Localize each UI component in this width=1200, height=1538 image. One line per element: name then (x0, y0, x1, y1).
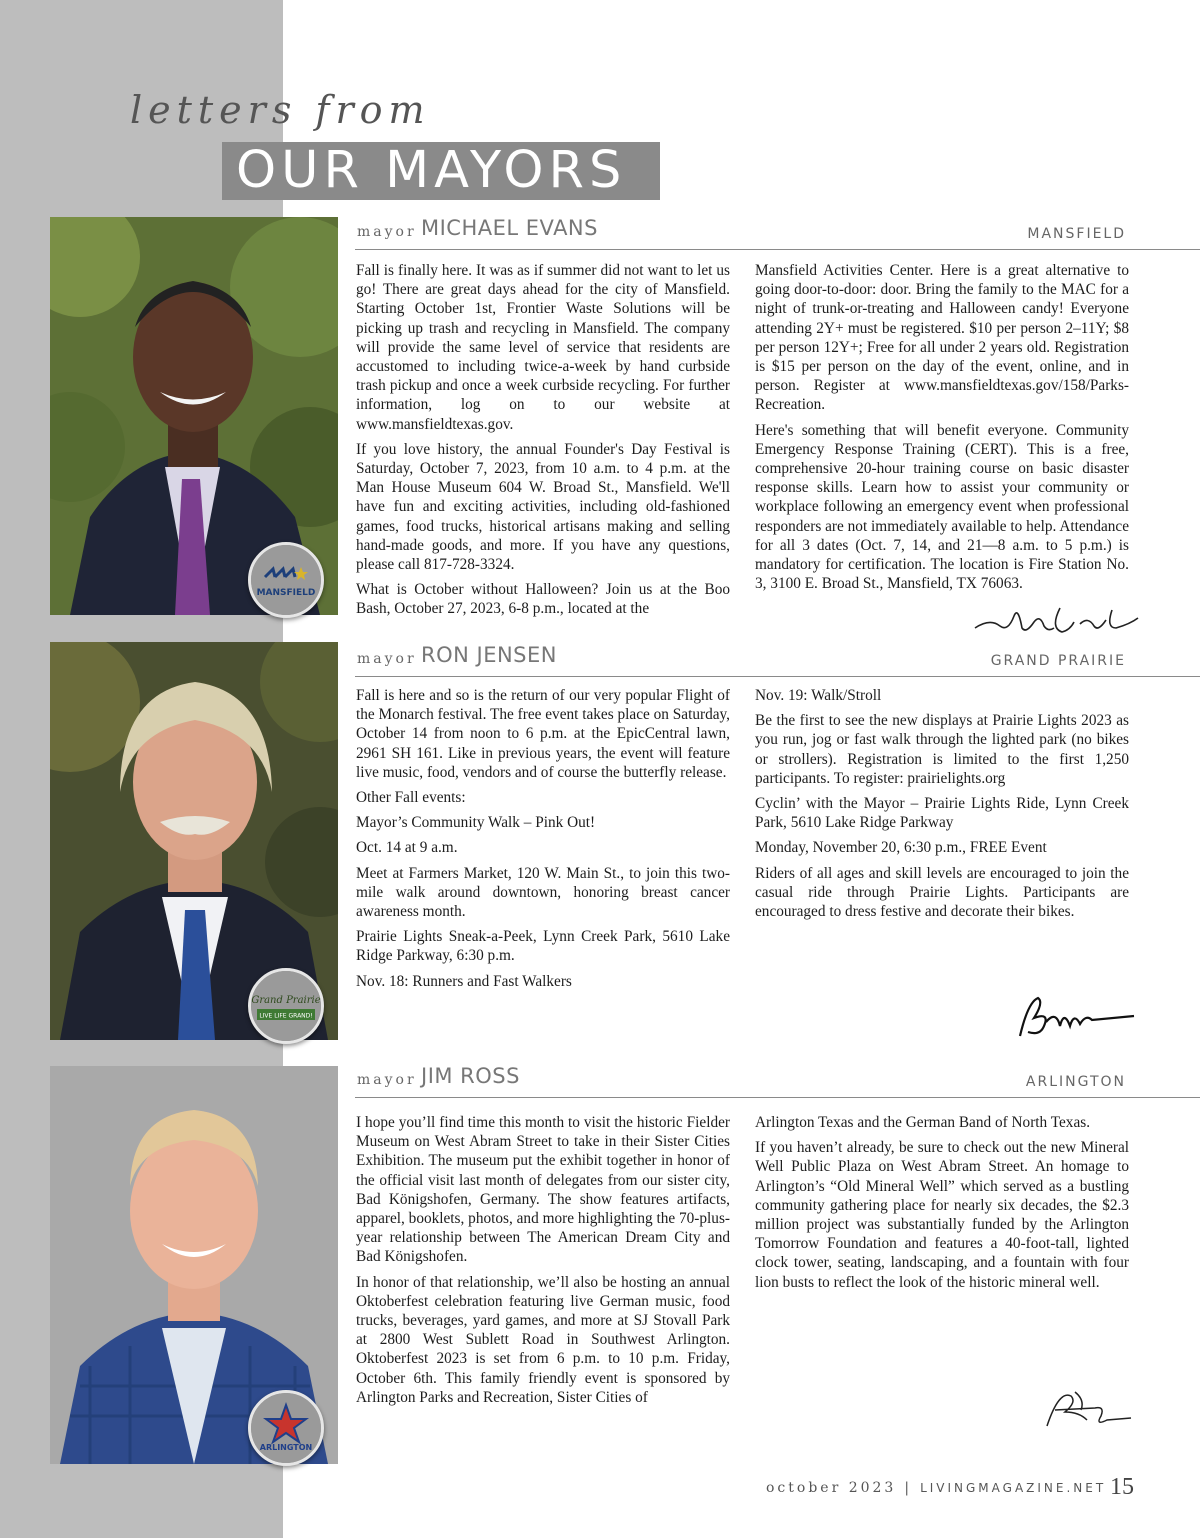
arlington-logo-text: ARLINGTON (259, 1443, 313, 1452)
paragraph: If you haven’t already, be sure to check out the new Mineral Well Public Plaza on West Abram Street. An homage to Arlington’s “Old Mineral Well” which served as a bustling community gathering place for nearly six decades, the $2.3 million project was substantially funded by the Arlington Tomorrow Foundation and features a 40-foot-tall, lighted clock tower, seating, landscaping, and a fountain with four lion busts to reflect the look of the historic mineral well. (755, 1139, 1129, 1291)
mayor-name: MICHAEL EVANS (421, 216, 598, 240)
svg-text:Grand Prairie: Grand Prairie (251, 995, 321, 1006)
header-kicker: letters from (130, 88, 431, 132)
letter-column-1 (356, 686, 730, 997)
page-number: 15 (1110, 1474, 1134, 1500)
paragraph: Other Fall events: (356, 789, 466, 807)
paragraph: Nov. 18: Runners and Fast Walkers (356, 972, 572, 990)
paragraph: What is October without Halloween? Join us at the Boo Bash, October 27, 2023, 6-8 p.m., located at the (356, 581, 730, 618)
grand-prairie-logo-text: LIVE LIFE GRAND! (259, 1012, 313, 1020)
paragraph: Mansfield Activities Center. Here is a great alternative to going door-to-door: door. Bring the family to the MAC for a night of trunk-or-treating and Halloween candy! Everyone attending 2Y+ must be registered. $10 per person 2–11Y; $8 per person 12Y+; Free for all under 2 years old. Registration is $15 per person on the day of the event, online, and in person. Register at www.mansfieldtexas.gov/158/Parks-Recreation. (755, 262, 1129, 414)
mayor-heading-row (355, 1064, 1200, 1098)
paragraph: Prairie Lights Sneak-a-Peek, Lynn Creek Park, 5610 Lake Ridge Parkway, 6:30 p.m. (356, 928, 730, 965)
paragraph: Mayor’s Community Walk – Pink Out! (356, 814, 596, 832)
letter-column-2 (755, 261, 1129, 599)
mayor-name: RON JENSEN (421, 643, 557, 667)
mansfield-logo-badge (248, 542, 324, 618)
page-title: OUR MAYORS (236, 141, 627, 200)
website-link: LIVINGMAGAZINE.NET (920, 1481, 1107, 1495)
mansfield-logo-text: MANSFIELD (256, 588, 316, 598)
mayor-label: mayor (357, 1072, 417, 1088)
footer-separator: | (904, 1480, 913, 1496)
signature-evans (970, 598, 1145, 640)
letter-column-1 (356, 261, 730, 625)
letter-column-2 (755, 1113, 1129, 1298)
grand-prairie-logo-badge (248, 968, 324, 1044)
city-name: ARLINGTON (1025, 1074, 1126, 1090)
mayor-heading-row (355, 216, 1200, 250)
paragraph: Riders of all ages and skill levels are encouraged to join the casual ride through Prairie Lights. Participants are encouraged to dress festive and decorate their bikes. (755, 864, 1129, 921)
paragraph: In honor of that relationship, we’ll also be hosting an annual Oktoberfest celebration featuring live German music, food trucks, beverages, yard games, and more at SJ Stovall Park at 2800 West Sublett Road in Southwest Arlington. Oktoberfest 2023 is set from 6 p.m. to 10 p.m. Friday, October 6th. This family friendly event is sponsored by Arlington Parks and Recreation, Sister Cities of (356, 1273, 730, 1406)
mayor-label: mayor (357, 651, 417, 667)
paragraph: Meet at Farmers Market, 120 W. Main St., to join this two-mile walk around downtown, honoring breast cancer awareness month. (356, 864, 730, 921)
mayor-heading-row (355, 643, 1200, 677)
signature-ross (1035, 1386, 1135, 1436)
paragraph: Fall is here and so is the return of our very popular Flight of the Monarch festival. The free event takes place on Saturday, October 14 from noon to 6 p.m. at the EpicCentral lawn, 2961 SH 161. Like in previous years, the event will feature live music, food, vendors and of course the butterfly release. (356, 687, 730, 781)
paragraph: Fall is finally here. It was as if summer did not want to let us go! There are great days ahead for the city of Mansfield. Starting October 1st, Frontier Waste Solutions will be picking up trash and recycling in Mansfield. The company will provide the same level of service that residents are accustomed to including twice-a-week by hand curbside trash pickup and once a week curbside recycling. For further information, log on to our website at www.mansfieldtexas.gov. (356, 262, 730, 433)
city-name: GRAND PRAIRIE (990, 653, 1126, 669)
issue-date: october 2023 (766, 1480, 897, 1496)
mayor-name: JIM ROSS (421, 1064, 520, 1088)
paragraph: I hope you’ll find time this month to visit the historic Fielder Museum on West Abram Street to take in their Sister Cities Exhibition. The museum put the exhibit together in honor of the official visit last month of delegates from our sister city, Bad Königshofen, Germany. The show features artifacts, apparel, booklets, photos, and more highlighting the 70-plus-year relationship between The American Dream City and Bad Königshofen. (356, 1114, 730, 1266)
letter-column-1 (356, 1113, 730, 1413)
paragraph: Oct. 14 at 9 a.m. (356, 839, 458, 857)
mayor-label: mayor (357, 224, 417, 240)
paragraph: Nov. 19: Walk/Stroll (755, 687, 882, 704)
arlington-logo-badge (248, 1390, 324, 1466)
paragraph: Monday, November 20, 6:30 p.m., FREE Event (755, 839, 1047, 857)
paragraph: Cyclin’ with the Mayor – Prairie Lights Ride, Lynn Creek Park, 5610 Lake Ridge Parkway (755, 795, 1129, 832)
footer (766, 1480, 1106, 1496)
paragraph: If you love history, the annual Founder's Day Festival is Saturday, October 7, 2023, from 10 a.m. to 4 p.m. at the Man House Museum 604 W. Broad St., Mansfield. We'll have fun and exciting activities, including old-fashioned games, food trucks, historical artisans making and selling hand-made goods, and more. If you have any questions, please call 817-728-3324. (356, 440, 730, 574)
paragraph: Here's something that will benefit everyone. Community Emergency Response Training (CERT). This is a free, comprehensive 20-hour training course on basic disaster response skills. Learn how to assist your community or workplace following an emergency event when professional responders are not immediately available to help. Attendance for all 3 dates (Oct. 7, 14, and 21—8 a.m. to 5 p.m.) is mandatory for certification. The location is Fire Station No. 3, 3100 E. Broad St., Mansfield, TX 76063. (755, 421, 1129, 593)
signature-jensen (1010, 992, 1140, 1044)
letter-column-2 (755, 686, 1129, 927)
city-name: MANSFIELD (1027, 226, 1126, 242)
paragraph: Be the first to see the new displays at Prairie Lights 2023 as you run, jog or fast walk through the lighted park (no bikes or strollers). Registration is limited to the first 1,250 participants. To register: prairielights.org (755, 712, 1129, 787)
paragraph: Arlington Texas and the German Band of North Texas. (755, 1114, 1091, 1131)
